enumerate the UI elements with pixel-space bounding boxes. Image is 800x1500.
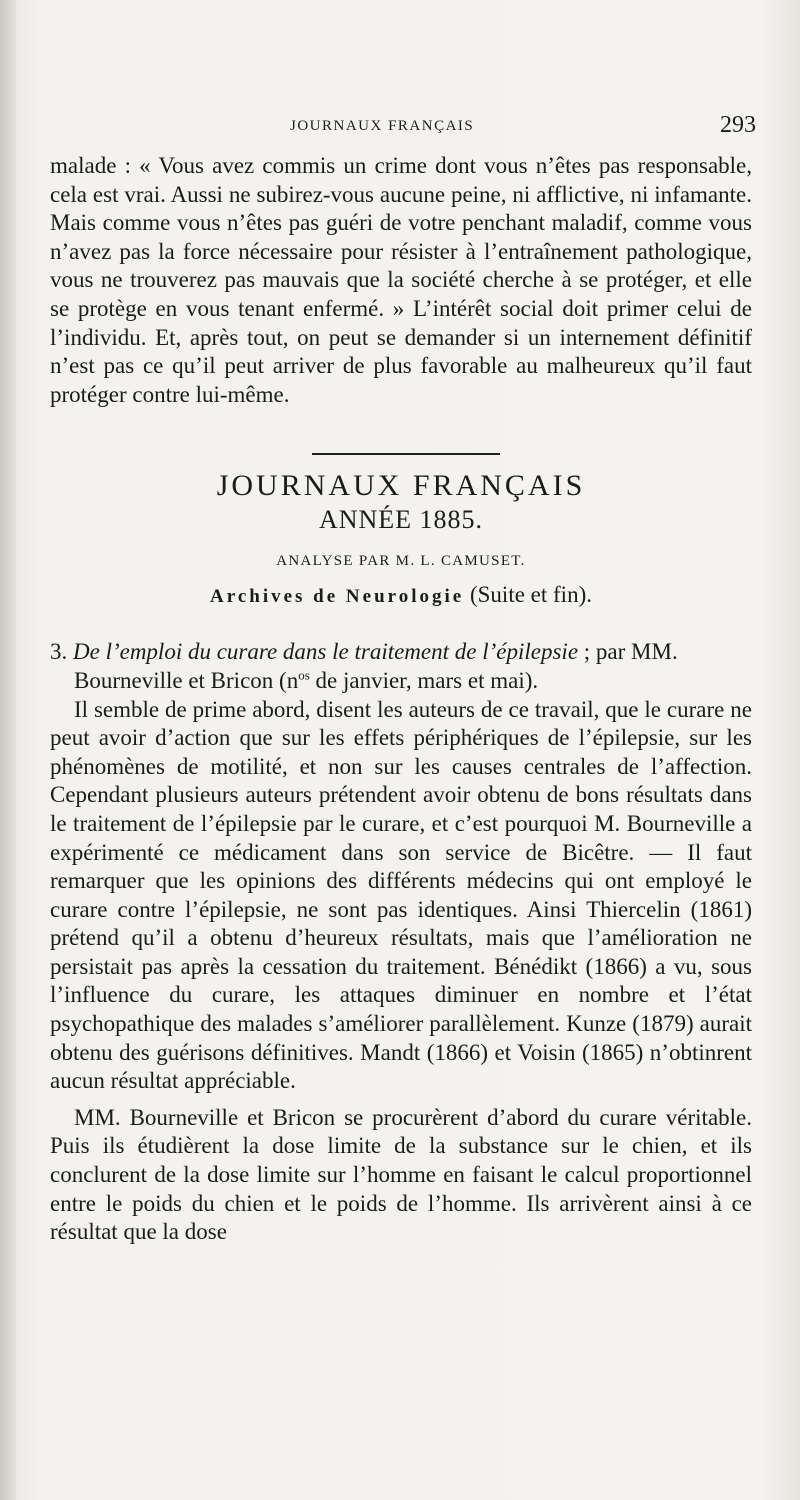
- article-authors-suffix: de janvier, mars et mai).: [309, 667, 539, 693]
- section-divider: [312, 453, 500, 455]
- article-authors: ; par MM. Bourneville et Bricon (n: [74, 639, 678, 693]
- page-header: [50, 112, 756, 152]
- page-content: [50, 112, 756, 1247]
- intro-paragraph: malade : « Vous avez commis un crime dont vous n’êtes pas responsable, cela est vrai. Aussi ne subirez-vous aucune peine, ni afflictive, ni infamante. Mais comme vous n’êtes pas guéri de votre penchant maladif, comme vous n’avez pas la force nécessaire pour résister à l’entraînement pathologique, vous ne trouverez pas mauvais que la société cherche à se protéger, et elle se protège en vous tenant enfermé. » L’intérêt social doit primer celui de l’individu. Et, après tout, on peut se demander si un internement définitif n’est pas ce qu’il peut arriver de plus favorable au malheureux qu’il faut protéger contre lui-même.: [50, 153, 752, 407]
- page-number: 293: [720, 112, 756, 138]
- journal-name: Archives de Neurologie: [210, 586, 465, 608]
- article-authors-sup: os: [298, 667, 310, 683]
- running-head: JOURNAUX FRANÇAIS: [290, 118, 475, 134]
- article-paragraph-1: Il semble de prime abord, disent les auteurs de ce travail, que le curare ne peut avoir d’action que sur les effets périphériques de l’épilepsie, sur les phénomènes de motilité, et non sur les causes centrales de l’affection. Cependant plusieurs auteurs prétendent avoir obtenu de bons résultats dans le traitement de l’épilepsie par le curare, et c’est pourquoi M. Bourneville a expérimenté ce médicament dans son service de Bicêtre. — Il faut remarquer que les opinions des différents médecins qui ont employé le curare contre l’épilepsie, ne sont pas identiques. Ainsi Thiercelin (1861) prétend qu’il a obtenu d’heureux résultats, mais que l’amélioration ne persistait pas après la cessation du traitement. Bénédikt (1866) a vu, sous l’influence du curare, les attaques diminuer en nombre et l’état psychopathique des malades s’améliorer parallèlement. Kunze (1879) aurait obtenu des guérisons définitives. Mandt (1866) et Voisin (1865) n’obtinrent aucun résultat appréciable.: [50, 696, 752, 1094]
- section-year: ANNÉE 1885.: [318, 505, 484, 535]
- analyst-line: ANALYSE PAR M. L. CAMUSET.: [276, 553, 526, 570]
- journal-line: [50, 582, 752, 608]
- article: [50, 638, 752, 1246]
- article-heading: [50, 638, 752, 695]
- article-paragraph-2: MM. Bourneville et Bricon se procurèrent d’abord du curare véritable. Puis ils étudièrent la dose limite de la substance sur le chien, et ils conclurent de la dose limite sur l’homme en faisant le calcul proportionnel entre le poids du chien et le poids de l’homme. Ils arrivèrent ainsi à ce résultat que la dose: [50, 1104, 752, 1245]
- page-binding-edge: [0, 0, 16, 1500]
- article-number: 3.: [50, 639, 68, 665]
- article-title: De l’emploi du curare dans le traitement de l’épilepsie: [73, 639, 579, 665]
- journal-suffix: (Suite et fin).: [464, 582, 592, 608]
- section-title: JOURNAUX FRANÇAIS: [216, 469, 586, 503]
